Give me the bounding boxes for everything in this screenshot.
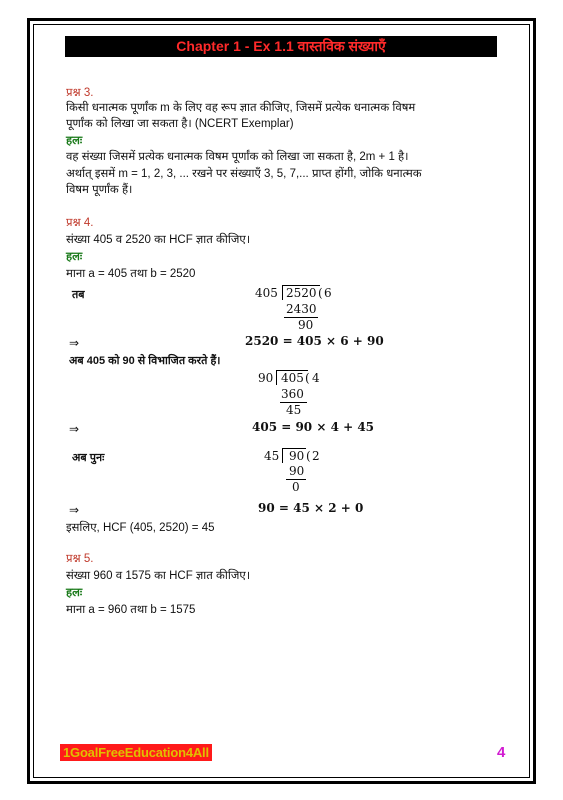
page-border <box>27 18 536 784</box>
q3-sol-line3: विषम पूर्णांक हैं। <box>66 184 133 196</box>
q4-tab: तब <box>72 289 85 301</box>
q4-label: प्रश्न 4. <box>66 217 94 229</box>
q3-sol-line1: वह संख्या जिसमें प्रत्येक धनात्मक विषम पूर्णांक को लिखा जा सकता है, 2m + 1 है। <box>66 151 409 163</box>
q3-sol-line2: अर्थात् इसमें m = 1, 2, 3, ... रखने पर संख्याएँ 3, 5, 7,... प्राप्त होंगी, जोकि धनात्मक <box>66 168 422 180</box>
chapter-header: Chapter 1 - Ex 1.1 वास्तविक संख्याएँ <box>65 36 497 57</box>
div2-remainder: 45 <box>286 403 302 417</box>
div1-quotient-bracket: ( <box>318 286 323 300</box>
div3-product: 90 <box>289 464 305 478</box>
q4-text: संख्या 405 व 2520 का HCF ज्ञात कीजिए। <box>66 234 251 246</box>
q4-let: माना a = 405 तथा b = 2520 <box>66 268 196 280</box>
page-border-inner <box>33 24 530 778</box>
div1-remainder: 90 <box>298 318 314 332</box>
q4-again: अब पुनः <box>72 452 105 464</box>
div3-quotient: 2 <box>312 449 320 463</box>
div1-quotient: 6 <box>324 286 332 300</box>
q4-step2-text: अब 405 को 90 से विभाजित करते हैं। <box>69 355 221 367</box>
q3-text-line2: पूर्णांक को लिखा जा सकता है। (NCERT Exemplar) <box>66 118 294 130</box>
div2-bracket <box>276 370 277 385</box>
div2-dividend: 405 <box>281 371 304 385</box>
q4-conclusion: इसलिए, HCF (405, 2520) = 45 <box>66 522 215 534</box>
q5-label: प्रश्न 5. <box>66 553 94 565</box>
div1-dividend: 2520 <box>286 286 317 300</box>
div2-product: 360 <box>281 387 304 401</box>
div1-bracket <box>282 285 283 300</box>
q5-text: संख्या 960 व 1575 का HCF ज्ञात कीजिए। <box>66 570 251 582</box>
q3-label: प्रश्न 3. <box>66 87 94 99</box>
q4-eq1: 2520 = 405 × 6 + 90 <box>245 334 384 348</box>
div3-remainder: 0 <box>292 480 300 494</box>
div3-quotient-bracket: ( <box>306 449 311 463</box>
div3-dividend: 90 <box>289 449 305 463</box>
q3-solution-label: हलः <box>66 135 83 147</box>
div1-product: 2430 <box>286 302 317 316</box>
q4-eq2: 405 = 90 × 4 + 45 <box>252 420 375 434</box>
footer-brand: 1GoalFreeEducation4All <box>60 744 212 761</box>
div2-quotient: 4 <box>312 371 320 385</box>
div2-quotient-bracket: ( <box>305 371 310 385</box>
implies-icon: ⇒ <box>69 503 80 517</box>
implies-icon: ⇒ <box>69 422 80 436</box>
q5-let: माना a = 960 तथा b = 1575 <box>66 604 196 616</box>
implies-icon: ⇒ <box>69 336 80 350</box>
div1-divisor: 405 <box>255 286 278 300</box>
div3-bracket <box>282 448 283 463</box>
q4-solution-label: हलः <box>66 251 83 263</box>
page-number: 4 <box>497 744 506 761</box>
q3-text-line1: किसी धनात्मक पूर्णांक m के लिए वह रूप ज्ञात कीजिए, जिसमें प्रत्येक धनात्मक विषम <box>66 102 416 114</box>
q4-eq3: 90 = 45 × 2 + 0 <box>258 501 364 515</box>
div3-divisor: 45 <box>264 449 280 463</box>
div2-divisor: 90 <box>258 371 274 385</box>
q5-solution-label: हलः <box>66 587 83 599</box>
